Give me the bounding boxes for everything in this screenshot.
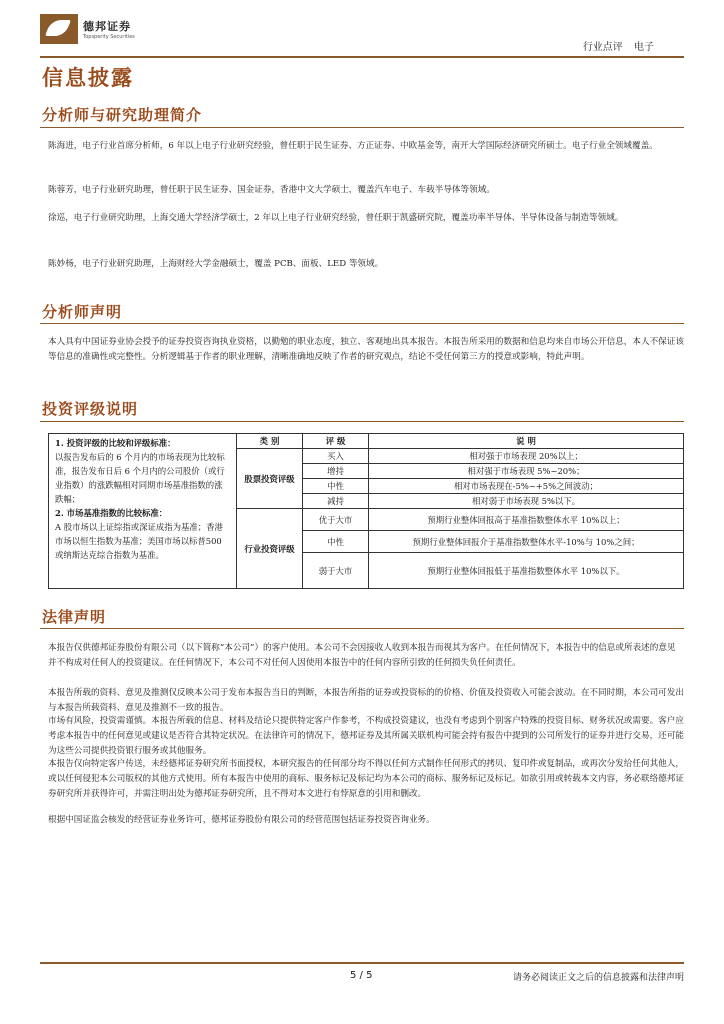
section-title-rating: 投资评级说明 xyxy=(42,400,139,418)
analyst-bio-2: 陈蓉芳，电子行业研究助理，曾任职于民生证券、国金证券，香港中文大学硕士，覆盖汽车电子、车载半导体等领域。 xyxy=(48,185,495,195)
section-title-analysts: 分析师与研究助理简介 xyxy=(42,106,203,124)
rating-standard-title-2: 2. 市场基准指数的比较标准： xyxy=(55,508,168,518)
table-row xyxy=(49,434,684,449)
logo-name-cn: 德邦证券 xyxy=(83,20,131,33)
logo-icon xyxy=(40,14,78,44)
rating-level: 优于大市 xyxy=(303,509,369,531)
rating-level: 减持 xyxy=(303,494,369,509)
column-header-desc: 说 明 xyxy=(369,434,684,449)
legal-paragraph-1: 本报告仅供德邦证券股份有限公司（以下简称“本公司”）的客户使用。本公司不会因接收人收到本报告而视其为客户。在任何情况下，本报告中的信息或所表述的意见并不构成对任何人的投资建议。在任何情况下，本公司不对任何人因使用本报告中的任何内容所引致的任何损失负任何责任。 xyxy=(48,643,676,668)
footer-divider xyxy=(40,962,684,964)
legal-paragraph-5: 根据中国证监会核发的经营证券业务许可，德邦证券股份有限公司的经营范围包括证券投资咨询业务。 xyxy=(48,815,435,825)
page-title: 信息披露 xyxy=(42,65,134,90)
rating-level: 中性 xyxy=(303,531,369,553)
rating-table xyxy=(48,433,684,589)
rating-desc: 相对强于市场表现 20%以上； xyxy=(369,449,684,464)
rating-standard-text-1: 以报告发布后的 6 个月内的市场表现为比较标准，报告发布日后 6 个月内的公司股价（或行业指数）的涨跌幅相对同期市场基准指数的涨跌幅； xyxy=(55,452,225,504)
rating-standard-title-1: 1. 投资评级的比较和评级标准： xyxy=(55,438,176,448)
rating-desc: 预期行业整体回报高于基准指数整体水平 10%以上； xyxy=(369,509,684,531)
column-header-level: 评 级 xyxy=(303,434,369,449)
column-header-category: 类 别 xyxy=(237,434,303,449)
legal-paragraph-4: 本报告仅向特定客户传送，未经德邦证券研究所书面授权，本研究报告的任何部分均不得以任何方式制作任何形式的拷贝、复印件或复制品，或再次分发给任何其他人，或以任何侵犯本公司版权的其他方式使用。所有本报告中使用的商标、服务标记及标记均为本公司的商标、服务标记及标记。如欲引用或转载本文内容，务必联络德邦证券研究所并获得许可，并需注明出处为德邦证券研究所，且不得对本文进行有悖原意的引用和删改。 xyxy=(48,759,684,799)
report-category: 行业点评 xyxy=(582,42,623,53)
logo-name-en: Topsperity Securities xyxy=(83,34,135,40)
rating-desc: 预期行业整体回报介于基准指数整体水平-10%与 10%之间； xyxy=(369,531,684,553)
section-divider xyxy=(40,421,684,422)
analyst-bio-3: 徐巡，电子行业研究助理，上海交通大学经济学硕士，2 年以上电子行业研究经验，曾任职于凯盛研究院，覆盖功率半导体、半导体设备与制造等领域。 xyxy=(48,213,624,223)
rating-level: 弱于大市 xyxy=(303,553,369,589)
section-title-legal: 法律声明 xyxy=(42,608,107,626)
section-title-statement: 分析师声明 xyxy=(42,303,123,321)
section-divider xyxy=(40,127,684,128)
report-type xyxy=(583,38,654,53)
rating-desc: 相对弱于市场表现 5%以下。 xyxy=(369,494,684,509)
report-industry: 电子 xyxy=(634,42,654,53)
legal-paragraph-2: 本报告所载的资料、意见及推测仅反映本公司于发布本报告当日的判断，本报告所指的证券或投资标的的价格、价值及投资收入可能会波动。在不同时期，本公司可发出与本报告所载资料、意见及推测不一致的报告。 xyxy=(48,688,684,713)
section-divider xyxy=(40,628,684,629)
stock-rating-category: 股票投资评级 xyxy=(237,449,303,509)
rating-desc: 相对市场表现在-5%~+5%之间波动； xyxy=(369,479,684,494)
rating-desc: 预期行业整体回报低于基准指数整体水平 10%以下。 xyxy=(369,553,684,589)
rating-desc: 相对强于市场表现 5%~20%； xyxy=(369,464,684,479)
rating-standard-text-2: A 股市场以上证综指或深证成指为基准；香港市场以恒生指数为基准；美国市场以标普500或纳斯达克综合指数为基准。 xyxy=(55,522,223,560)
industry-rating-category: 行业投资评级 xyxy=(237,509,303,589)
page-number: 5 / 5 xyxy=(350,970,373,981)
page-header xyxy=(40,14,684,56)
rating-standard-cell xyxy=(49,434,237,589)
company-logo xyxy=(40,14,135,44)
rating-level: 买入 xyxy=(303,449,369,464)
analyst-bio-4: 陈妙杨，电子行业研究助理，上海财经大学金融硕士，覆盖 PCB、面板、LED 等领域。 xyxy=(48,259,384,269)
section-divider xyxy=(40,323,684,324)
analyst-statement-text: 本人具有中国证券业协会授予的证券投资咨询执业资格，以勤勉的职业态度，独立、客观地出具本报告。本报告所采用的数据和信息均来自市场公开信息，本人不保证该等信息的准确性或完整性。分析逻辑基于作者的职业理解，清晰准确地反映了作者的研究观点，结论不受任何第三方的授意或影响，特此声明。 xyxy=(48,337,684,362)
analyst-bio-1: 陈海进，电子行业首席分析师，6 年以上电子行业研究经验，曾任职于民生证券、方正证券、中欧基金等，南开大学国际经济研究所硕士。电子行业全领域覆盖。 xyxy=(48,141,658,151)
legal-paragraph-3: 市场有风险，投资需谨慎。本报告所载的信息、材料及结论只提供特定客户作参考，不构成投资建议，也没有考虑到个别客户特殊的投资目标、财务状况或需要。客户应考虑本报告中的任何意见或建议是否符合其特定状况。在法律许可的情况下，德邦证券及其所属关联机构可能会持有报告中提到的公司所发行的证券并进行交易，还可能为这些公司提供投资银行服务或其他服务。 xyxy=(48,716,684,756)
footer-note: 请务必阅读正文之后的信息披露和法律声明 xyxy=(512,973,684,983)
header-divider xyxy=(40,56,684,58)
rating-level: 增持 xyxy=(303,464,369,479)
rating-level: 中性 xyxy=(303,479,369,494)
